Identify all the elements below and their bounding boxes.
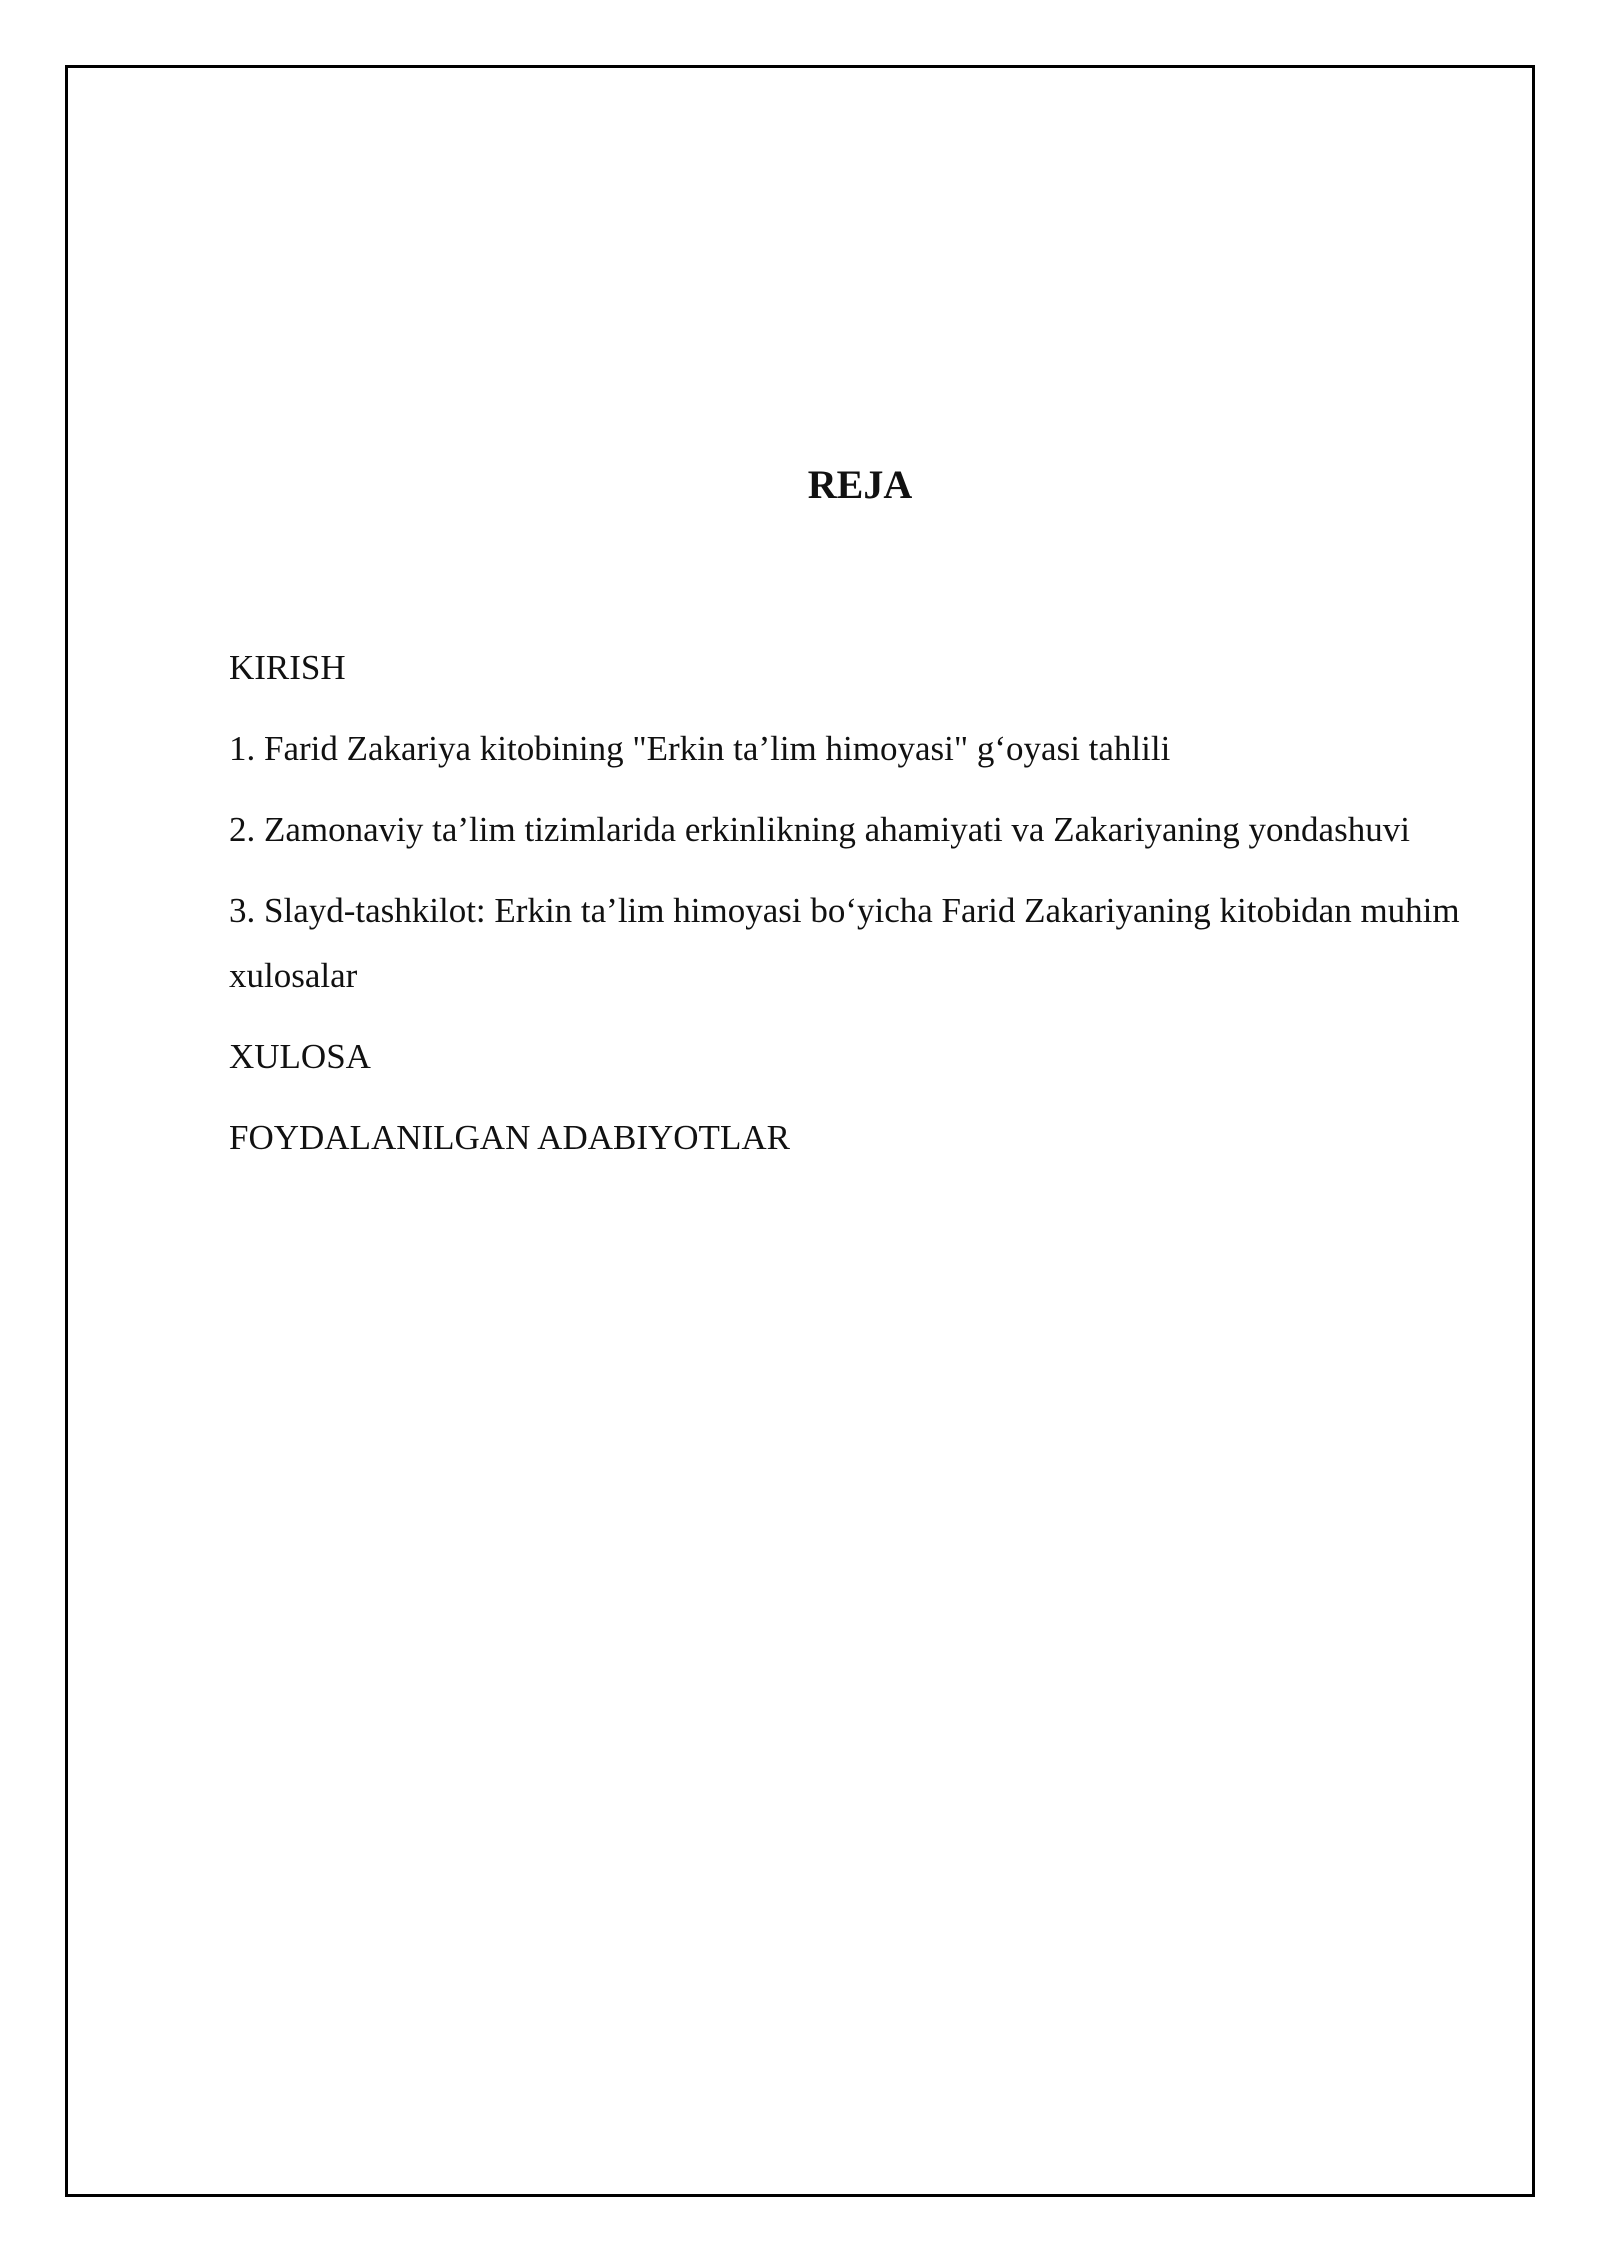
plan-item-2: 2. Zamonaviy ta’lim tizimlarida erkinlikning ahamiyati va Zakariyaning yondashuvi — [229, 810, 1410, 849]
plan-item-1: 1. Farid Zakariya kitobining "Erkin ta’lim himoyasi" g‘oyasi tahlili — [229, 729, 1171, 768]
plan-item-3: 3. Slayd-tashkilot: Erkin ta’lim himoyasi bo‘yicha Farid Zakariyaning kitobidan muhim xulosalar — [229, 891, 1460, 995]
plan-item-references: FOYDALANILGAN ADABIYOTLAR — [229, 1118, 790, 1157]
plan-item-conclusion: XULOSA — [229, 1037, 371, 1076]
page-title: REJA — [807, 462, 913, 507]
plan-item-introduction: KIRISH — [229, 648, 346, 687]
plan-list — [229, 635, 1469, 1186]
